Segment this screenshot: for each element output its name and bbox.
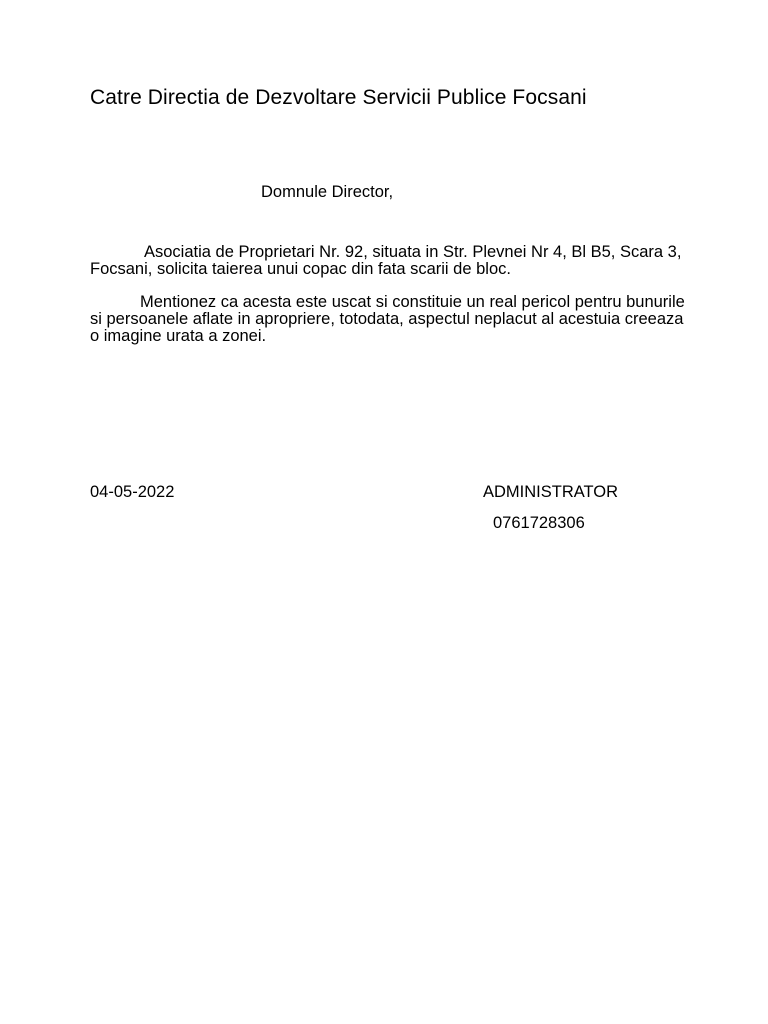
salutation: Domnule Director, (261, 183, 394, 201)
body-paragraph-request: Asociatia de Proprietari Nr. 92, situata in Str. Plevnei Nr 4, Bl B5, Scara 3, Focsani, solicita taierea unui copac din fata scarii de bloc. (90, 243, 682, 278)
letter-date: 04-05-2022 (90, 483, 175, 501)
body-paragraph-justification: Mentionez ca acesta este uscat si constituie un real pericol pentru bunurile si persoanele aflate in apropriere, totodata, aspectul neplacut al acestuia creeaza o imagine urata a zonei. (90, 293, 685, 345)
signature-phone: 0761728306 (493, 514, 585, 532)
signature-title: ADMINISTRATOR (483, 483, 619, 501)
recipient-line: Catre Directia de Dezvoltare Servicii Publice Focsani (90, 86, 587, 109)
